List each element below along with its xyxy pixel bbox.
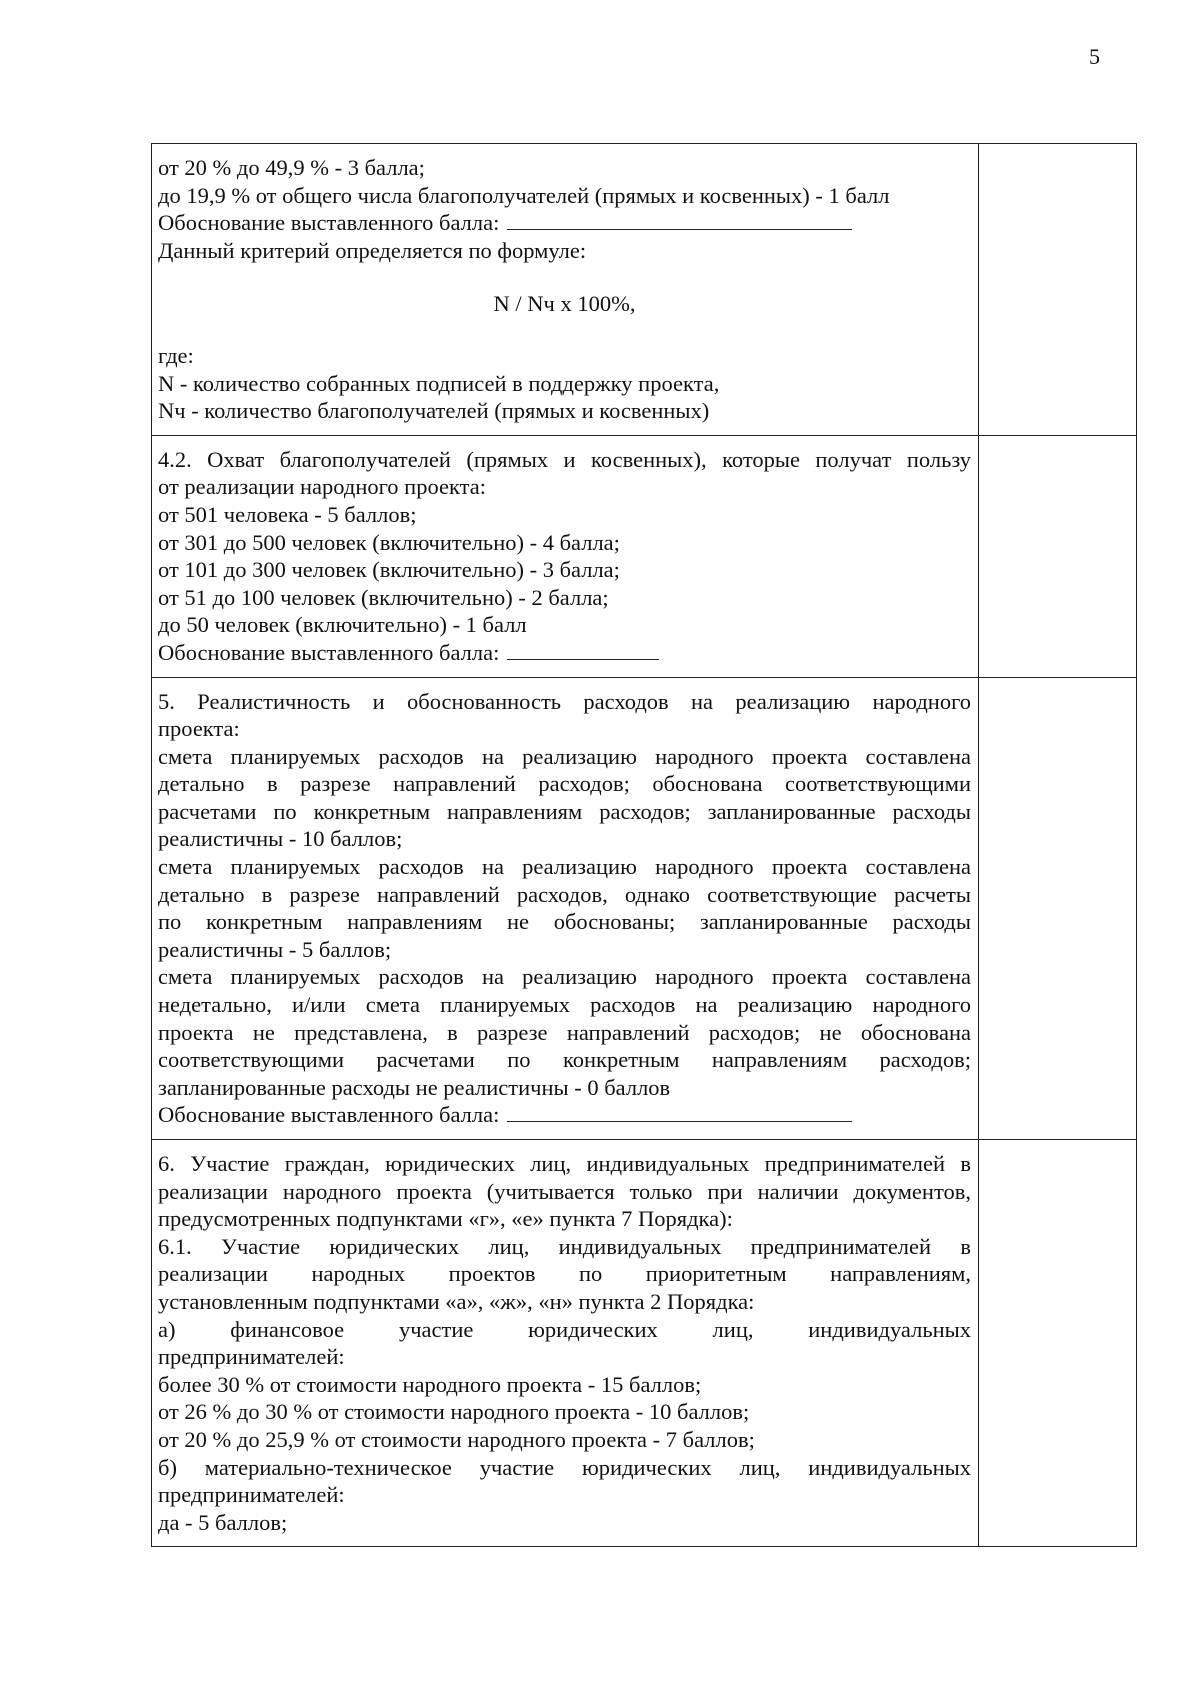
text-line: от 501 человека - 5 баллов; bbox=[158, 501, 417, 527]
text-line: 6. Участие граждан, юридических лиц, индивидуальных предпринимателей в bbox=[158, 1151, 971, 1176]
text-line: от 101 до 300 человек (включительно) - 3 балла; bbox=[158, 557, 620, 583]
text-line: предусмотренных подпунктами «г», «е» пункта 7 Порядка): bbox=[158, 1206, 733, 1232]
criterion-text-cell bbox=[152, 1140, 979, 1547]
text-line: соответствующими расчетами по конкретным направлениям расходов; bbox=[158, 1047, 971, 1073]
text-line: реализации народного проекта (учитывается только при наличии документов, bbox=[158, 1178, 971, 1204]
criterion-text-cell bbox=[152, 435, 979, 677]
score-cell bbox=[979, 677, 1137, 1140]
text-line: Nч - количество благополучателей (прямых и косвенных) bbox=[158, 398, 710, 424]
justification-label: Обоснование выставленного балла: bbox=[158, 1102, 500, 1128]
score-cell bbox=[979, 435, 1137, 677]
text-line: реалистичны - 5 баллов; bbox=[158, 936, 392, 962]
text-line: от 20 % до 25,9 % от стоимости народного проекта - 7 баллов; bbox=[158, 1426, 755, 1452]
justification-blank bbox=[507, 1103, 852, 1122]
table-row bbox=[152, 677, 1137, 1140]
text-line: от 20 % до 49,9 % - 3 балла; bbox=[158, 155, 425, 180]
criterion-text-cell bbox=[152, 144, 979, 436]
formula: N / Nч х 100%, bbox=[493, 291, 636, 317]
text-line: N - количество собранных подписей в поддержку проекта, bbox=[158, 370, 720, 396]
text-line: смета планируемых расходов на реализацию народного проекта составлена bbox=[158, 743, 971, 769]
criteria-table bbox=[151, 143, 1137, 1547]
justification-label: Обоснование выставленного балла: bbox=[158, 210, 500, 236]
text-line: до 19,9 % от общего числа благополучателей (прямых и косвенных) - 1 балл bbox=[158, 182, 890, 208]
text-line: где: bbox=[158, 342, 194, 368]
text-line: проекта не представлена, в разрезе направлений расходов; не обоснована bbox=[158, 1019, 971, 1045]
text-line: установленным подпунктами «а», «ж», «н» пункта 2 Порядка: bbox=[158, 1288, 755, 1314]
table-row bbox=[152, 144, 1137, 436]
text-line: более 30 % от стоимости народного проекта - 15 баллов; bbox=[158, 1371, 702, 1397]
text-line: реализации народных проектов по приоритетным направлениям, bbox=[158, 1261, 971, 1287]
criterion-text-cell bbox=[152, 677, 979, 1140]
table-row bbox=[152, 1140, 1137, 1547]
text-line: 5. Реалистичность и обоснованность расходов на реализацию народного bbox=[158, 688, 971, 714]
text-line: а) финансовое участие юридических лиц, индивидуальных bbox=[158, 1316, 971, 1342]
text-line: детально в разрезе направлений расходов; обоснована соответствующими bbox=[158, 771, 971, 797]
text-line: проекта: bbox=[158, 716, 240, 742]
text-line: по конкретным направлениям не обоснованы; запланированные расходы bbox=[158, 909, 971, 935]
text-line: запланированные расходы не реалистичны - 0 баллов bbox=[158, 1074, 671, 1100]
text-line: смета планируемых расходов на реализацию народного проекта составлена bbox=[158, 964, 971, 990]
page-number: 5 bbox=[1089, 44, 1100, 69]
text-line: предпринимателей: bbox=[158, 1482, 345, 1508]
text-line: смета планируемых расходов на реализацию народного проекта составлена bbox=[158, 854, 971, 880]
text-line: расчетами по конкретным направлениям расходов; запланированные расходы bbox=[158, 798, 971, 824]
score-cell bbox=[979, 1140, 1137, 1547]
text-line: недетально, и/или смета планируемых расходов на реализацию народного bbox=[158, 992, 971, 1018]
justification-blank bbox=[507, 211, 852, 230]
text-line: от 26 % до 30 % от стоимости народного проекта - 10 баллов; bbox=[158, 1399, 750, 1425]
text-line: реалистичны - 10 баллов; bbox=[158, 826, 403, 852]
text-line: предпринимателей: bbox=[158, 1344, 345, 1370]
justification-blank bbox=[507, 641, 659, 660]
text-line: 6.1. Участие юридических лиц, индивидуальных предпринимателей в bbox=[158, 1233, 971, 1259]
text-line: от реализации народного проекта: bbox=[158, 474, 486, 500]
text-line: до 50 человек (включительно) - 1 балл bbox=[158, 612, 527, 638]
text-line: да - 5 баллов; bbox=[158, 1509, 288, 1535]
text-line: детально в разрезе направлений расходов, однако соответствующие расчеты bbox=[158, 881, 971, 907]
text-line: Данный критерий определяется по формуле: bbox=[158, 237, 587, 263]
text-line: б) материально-техническое участие юридических лиц, индивидуальных bbox=[158, 1454, 971, 1480]
text-line: от 301 до 500 человек (включительно) - 4 балла; bbox=[158, 529, 620, 555]
text-line: 4.2. Охват благополучателей (прямых и косвенных), которые получат пользу bbox=[158, 446, 971, 472]
justification-label: Обоснование выставленного балла: bbox=[158, 639, 500, 665]
table-row bbox=[152, 435, 1137, 677]
score-cell bbox=[979, 144, 1137, 436]
text-line: от 51 до 100 человек (включительно) - 2 балла; bbox=[158, 584, 609, 610]
